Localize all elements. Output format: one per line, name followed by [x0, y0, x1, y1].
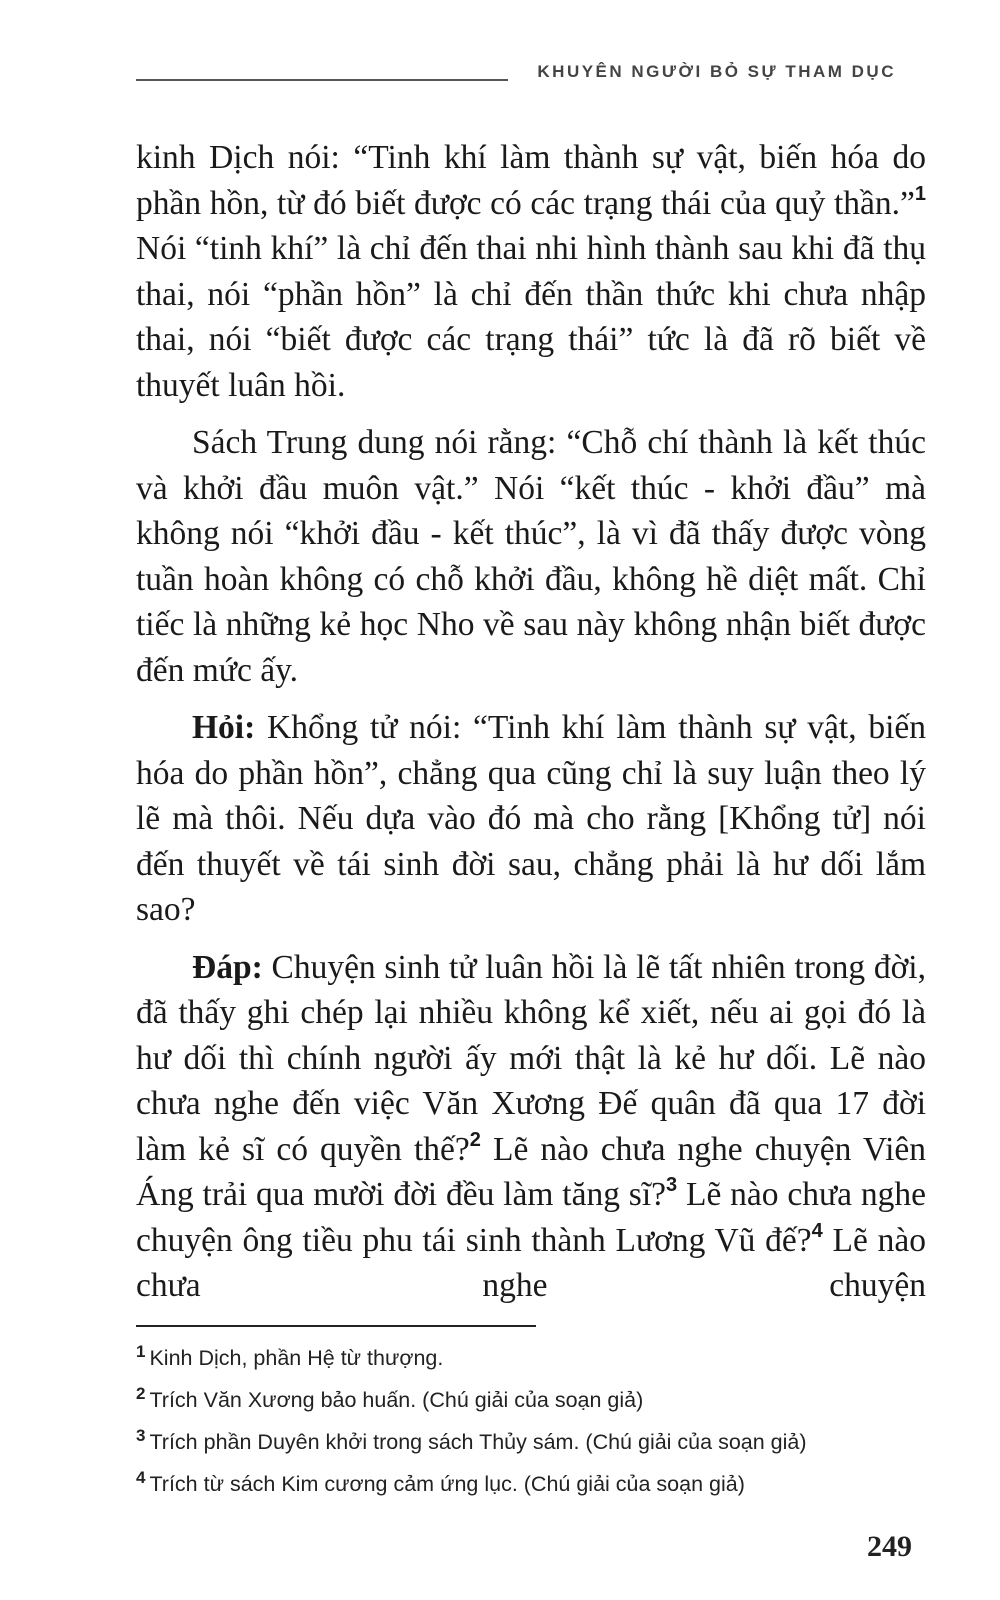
footnote-text: Trích từ sách Kim cương cảm ứng lục. (Chú giải của soạn giả) — [149, 1472, 745, 1496]
paragraph-1-part-a: kinh Dịch nói: “Tinh khí làm thành sự vật, biến hóa do phần hồn, từ đó biết được có các trạng thái của quỷ thần.” — [136, 139, 926, 222]
footnote-text: Kinh Dịch, phần Hệ từ thượng. — [149, 1346, 444, 1370]
paragraph-3-question — [136, 705, 926, 933]
footnote-4 — [136, 1460, 936, 1502]
paragraph-2-text: Sách Trung dung nói rằng: “Chỗ chí thành là kết thúc và khởi đầu muôn vật.” Nói “kết thúc - khởi đầu” mà không nói “khởi đầu - kết thúc”, là vì đã thấy được vòng tuần hoàn không có chỗ khởi đầu, không hề diệt mất. Chỉ tiếc là những kẻ học Nho về sau này không nhận biết được đến mức ấy. — [136, 424, 926, 689]
footnote-3 — [136, 1418, 936, 1460]
paragraph-4-part-d: Lẽ nào chưa nghe chuyện — [136, 1221, 927, 1304]
footnote-rule — [136, 1325, 536, 1327]
footnote-number: 4 — [136, 1468, 146, 1487]
footnote-text: Trích phần Duyên khởi trong sách Thủy sám. (Chú giải của soạn giả) — [149, 1430, 807, 1454]
running-header: KHUYÊN NGƯỜI BỎ SỰ THAM DỤC — [537, 62, 896, 81]
paragraph-2 — [136, 420, 926, 693]
footnote-1 — [136, 1334, 936, 1376]
paragraph-4-answer — [136, 945, 926, 1309]
footnote-text: Trích Văn Xương bảo huấn. (Chú giải của soạn giả) — [149, 1388, 644, 1412]
paragraph-4-part-c: Lẽ nào chưa nghe chuyện ông tiều phu tái sinh thành Lương Vũ đế? — [136, 1176, 927, 1259]
paragraph-4-part-a: Chuyện sinh tử luân hồi là lẽ tất nhiên trong đời, đã thấy ghi chép lại nhiều không kể xiết, nếu ai gọi đó là hư dối thì chính người ấy mới thật là kẻ hư dối. Lẽ nào chưa nghe đến việc Văn Xương Đế quân đã qua 17 đời làm kẻ sĩ có quyền thế? — [136, 948, 926, 1168]
footnote-2 — [136, 1376, 936, 1418]
footnote-ref-1: 1 — [914, 182, 926, 205]
answer-label: Đáp: — [192, 948, 263, 986]
paragraph-4-part-b: Lẽ nào chưa nghe chuyện Viên Áng trải qua mười đời đều làm tăng sĩ? — [136, 1130, 926, 1213]
paragraph-1 — [136, 135, 926, 408]
footnote-ref-3: 3 — [666, 1174, 678, 1196]
footnote-ref-4: 4 — [811, 1219, 823, 1242]
footnotes — [136, 1334, 936, 1502]
main-text — [136, 135, 926, 1321]
paragraph-1-part-b: Nói “tinh khí” là chỉ đến thai nhi hình thành sau khi đã thụ thai, nói “phần hồn” là chỉ đến thần thức khi chưa nhập thai, nói “biết được các trạng thái” tức là đã rõ biết về thuyết luân hồi. — [136, 230, 926, 404]
footnote-number: 2 — [136, 1384, 146, 1403]
footnote-number: 3 — [136, 1426, 146, 1445]
page-number: 249 — [867, 1530, 912, 1563]
question-label: Hỏi: — [192, 709, 256, 746]
paragraph-3-text: Khổng tử nói: “Tinh khí làm thành sự vật, biến hóa do phần hồn”, chẳng qua cũng chỉ là suy luận theo lý lẽ mà thôi. Nếu dựa vào đó mà cho rằng [Khổng tử] nói đến thuyết về tái sinh đời sau, chẳng phải là hư dối lắm sao? — [136, 709, 926, 928]
footnote-ref-2: 2 — [469, 1128, 481, 1151]
header-rule — [136, 79, 508, 81]
footnote-number: 1 — [136, 1342, 146, 1361]
